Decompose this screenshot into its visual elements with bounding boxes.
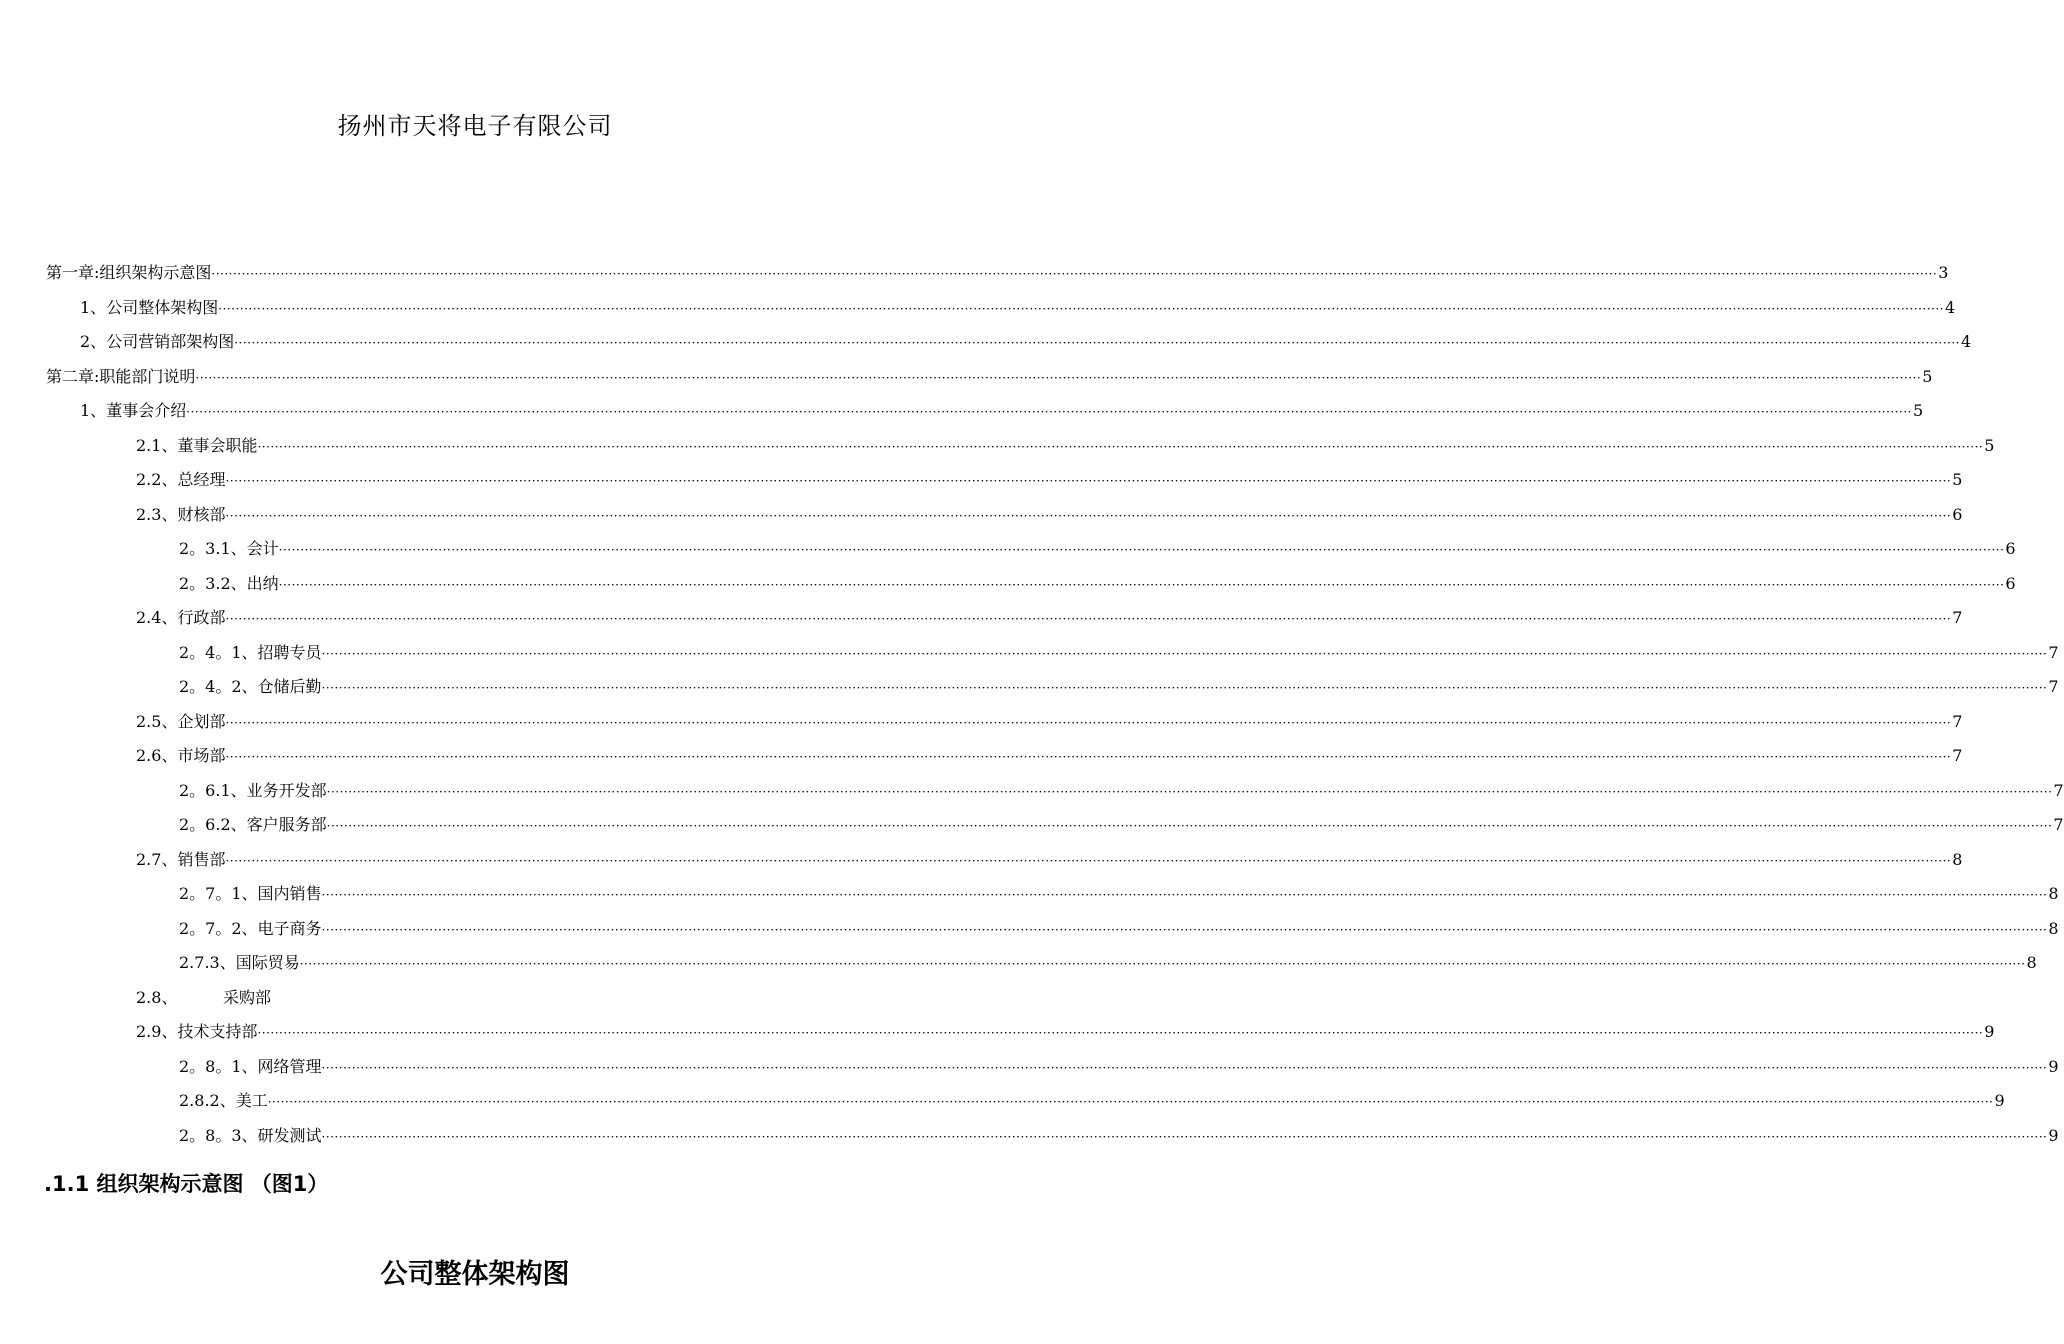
toc-dot-leader: ················································································································································································································································································································································································································ — [186, 405, 1912, 419]
toc-entry-label: 技术支持部 — [177, 1022, 258, 1041]
toc-entry-label: 董事会介绍 — [106, 401, 187, 420]
toc-entry-page: 5 — [1912, 401, 1924, 420]
toc-entry-page: 8 — [2048, 884, 2059, 903]
toc-entry-label: 公司整体架构图 — [106, 298, 219, 317]
toc-entry-page: 8 — [2048, 919, 2059, 938]
toc-entry-number: 2.5、 — [136, 712, 178, 731]
toc-entry-page: 7 — [2053, 815, 2064, 834]
toc-entry-page: 7 — [1952, 608, 1963, 627]
toc-dot-leader: ················································································································································································································································································································································································································ — [278, 578, 2005, 592]
toc-entry-page: 3 — [1938, 263, 1949, 282]
toc-entry-page: 9 — [2048, 1057, 2059, 1076]
toc-entry-number: 1、 — [80, 401, 107, 420]
toc-dot-leader: ················································································································································································································································································································································································································ — [299, 957, 2026, 971]
toc-entry-label: 2。3.1、会计 — [179, 539, 279, 558]
toc-entry-label: 采购部 — [223, 988, 272, 1007]
toc-entry[interactable] — [136, 710, 1963, 734]
toc-dot-leader: ················································································································································································································································································································································································································ — [225, 716, 1952, 730]
toc-dot-leader: ················································································································································································································································································································································································································ — [225, 854, 1952, 868]
toc-entry-page: 5 — [1952, 470, 1963, 489]
toc-entry[interactable] — [179, 882, 2059, 906]
toc-entry[interactable] — [80, 399, 1924, 423]
toc-entry-page: 4 — [1960, 332, 1972, 351]
toc-entry-number: 2.4、 — [136, 608, 178, 627]
toc-entry-label: 2。7。2、电子商务 — [179, 919, 322, 938]
toc-entry-label: 2。7。1、国内销售 — [179, 884, 322, 903]
toc-entry[interactable] — [46, 365, 1933, 389]
toc-entry-label: 总经理 — [177, 470, 226, 489]
toc-entry-page: 8 — [2026, 953, 2037, 972]
toc-entry-label: 2。4。1、招聘专员 — [179, 643, 322, 662]
toc-entry-number: 2.6、 — [136, 746, 178, 765]
toc-dot-leader: ················································································································································································································································································································································································································ — [321, 647, 2048, 661]
toc-entry[interactable] — [136, 1020, 1995, 1044]
toc-entry-page: 9 — [2048, 1126, 2059, 1145]
toc-entry[interactable] — [179, 572, 2016, 596]
toc-entry-label: 2。6.2、客户服务部 — [179, 815, 327, 834]
toc-entry-number: 2.8、 — [136, 988, 178, 1007]
toc-entry-label: 公司营销部架构图 — [106, 332, 235, 351]
toc-entry-label: 董事会职能 — [177, 436, 258, 455]
toc-entry-label: 2.8.2、美工 — [179, 1091, 268, 1110]
toc-entry-page: 6 — [1952, 505, 1963, 524]
toc-entry-page: 7 — [1952, 746, 1963, 765]
toc-dot-leader: ················································································································································································································································································································································································································ — [326, 819, 2053, 833]
toc-entry-number: 2.9、 — [136, 1022, 178, 1041]
toc-dot-leader: ················································································································································································································································································································································································································ — [321, 681, 2048, 695]
toc-entry[interactable] — [136, 503, 1963, 527]
toc-entry[interactable] — [136, 744, 1963, 768]
toc-entry-number: 2.2、 — [136, 470, 178, 489]
toc-entry-page: 7 — [2048, 643, 2059, 662]
toc-entry[interactable] — [136, 848, 1963, 872]
toc-entry[interactable] — [179, 641, 2059, 665]
toc-entry-page: 7 — [2048, 677, 2059, 696]
toc-dot-leader: ················································································································································································································································································································································································································ — [225, 474, 1952, 488]
toc-dot-leader: ················································································································································································································································································································································································································ — [321, 888, 2048, 902]
toc-entry-label: 2.7.3、国际贸易 — [179, 953, 300, 972]
toc-dot-leader: ················································································································································································································································································································································································································ — [321, 923, 2048, 937]
toc-entry-page: 7 — [1952, 712, 1963, 731]
toc-entry-label: 2。4。2、仓储后勤 — [179, 677, 322, 696]
toc-entry-label: 2。3.2、出纳 — [179, 574, 279, 593]
toc-entry-number: 2、 — [80, 332, 107, 351]
toc-entry[interactable] — [80, 296, 1956, 320]
toc-entry[interactable] — [136, 434, 1995, 458]
toc-entry-page: 6 — [2005, 574, 2016, 593]
toc-dot-leader: ················································································································································································································································································································································································································ — [257, 1026, 1984, 1040]
toc-entry-page: 4 — [1944, 298, 1956, 317]
toc-entry-number: 2.1、 — [136, 436, 178, 455]
toc-entry[interactable] — [136, 606, 1963, 630]
toc-entry-label: 销售部 — [177, 850, 226, 869]
toc-dot-leader: ················································································································································································································································································································································································································ — [326, 785, 2053, 799]
toc-entry-label: 行政部 — [177, 608, 226, 627]
toc-dot-leader: ················································································································································································································································································································································································································ — [225, 509, 1952, 523]
toc-entry-label: 第二章:职能部门说明 — [46, 367, 196, 386]
toc-dot-leader: ················································································································································································································································································································································································································ — [218, 302, 1944, 316]
toc-entry-page: 9 — [1994, 1091, 2005, 1110]
toc-dot-leader: ················································································································································································································································································································································································································ — [278, 543, 2005, 557]
toc-entry[interactable] — [179, 1089, 2005, 1113]
company-title: 扬州市天将电子有限公司 — [337, 112, 613, 140]
toc-entry[interactable] — [179, 1124, 2059, 1148]
toc-dot-leader: ················································································································································································································································································································································································································ — [234, 336, 1960, 350]
toc-entry-label: 第一章:组织架构示意图 — [46, 263, 212, 282]
toc-entry[interactable] — [179, 1055, 2059, 1079]
toc-dot-leader: ················································································································································································································································································································································································································ — [225, 750, 1952, 764]
toc-dot-leader: ················································································································································································································································································································································································································ — [321, 1061, 2048, 1075]
toc-entry-label: 2。6.1、业务开发部 — [179, 781, 327, 800]
toc-dot-leader: ················································································································································································································································································································································································································ — [225, 612, 1952, 626]
toc-entry[interactable] — [179, 537, 2016, 561]
toc-entry-page: 5 — [1984, 436, 1995, 455]
toc-entry[interactable] — [179, 917, 2059, 941]
toc-entry[interactable] — [136, 468, 1963, 492]
toc-dot-leader: ················································································································································································································································································································································································································ — [195, 371, 1922, 385]
toc-entry[interactable] — [179, 675, 2059, 699]
toc-entry[interactable] — [136, 986, 400, 1010]
toc-entry[interactable] — [80, 330, 1972, 354]
toc-entry-label: 2。8。1、网络管理 — [179, 1057, 322, 1076]
toc-entry-number: 1、 — [80, 298, 107, 317]
toc-dot-leader: ················································································································································································································································································································································································································ — [321, 1130, 2048, 1144]
toc-entry-number: 2.3、 — [136, 505, 178, 524]
toc-dot-leader: ················································································································································································································································································································································································································ — [267, 1095, 1994, 1109]
toc-entry-label: 市场部 — [177, 746, 226, 765]
org-chart-title: 公司整体架构图 — [380, 1259, 570, 1290]
toc-entry-label: 财核部 — [177, 505, 226, 524]
toc-entry-label: 企划部 — [177, 712, 226, 731]
toc-entry[interactable] — [179, 779, 2064, 803]
section-heading: .1.1 组织架构示意图 （图1） — [44, 1172, 329, 1196]
toc-entry-page: 8 — [1952, 850, 1963, 869]
toc-entry-page: 5 — [1922, 367, 1933, 386]
toc-entry-page: 6 — [2005, 539, 2016, 558]
toc-entry-page: 9 — [1984, 1022, 1995, 1041]
toc-entry[interactable] — [46, 261, 1949, 285]
toc-entry-page: 7 — [2053, 781, 2064, 800]
toc-entry[interactable] — [179, 813, 2064, 837]
toc-dot-leader: ················································································································································································································································································································································································································ — [211, 267, 1938, 281]
toc-dot-leader: ················································································································································································································································································································································································································ — [257, 440, 1984, 454]
toc-entry-number: 2.7、 — [136, 850, 178, 869]
toc-entry[interactable] — [179, 951, 2037, 975]
toc-entry-label: 2。8。3、研发测试 — [179, 1126, 322, 1145]
